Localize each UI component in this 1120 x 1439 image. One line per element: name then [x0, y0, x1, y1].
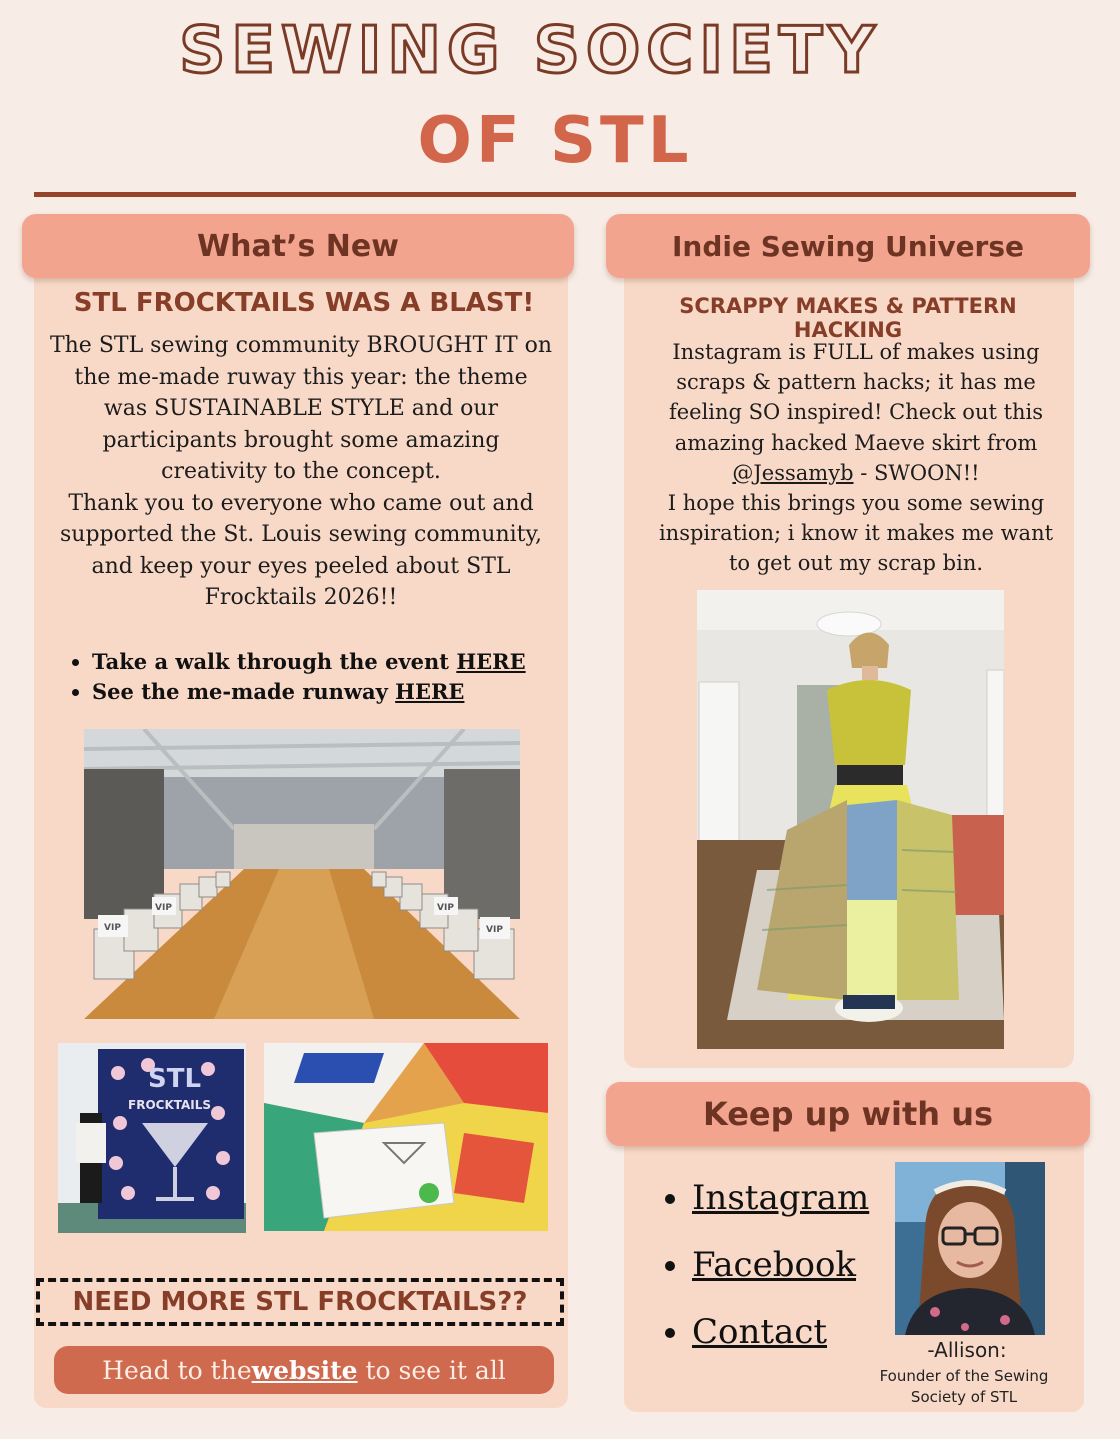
vip-sign: VIP — [104, 923, 121, 933]
social-links-list — [660, 1165, 869, 1366]
frocktails-backdrop-photo — [58, 1043, 246, 1233]
body-line: The STL sewing community BROUGHT IT on — [49, 333, 553, 358]
masthead-title-line1: SEWING SOCIETY — [179, 14, 881, 88]
body-line: was SUSTAINABLE STYLE and our — [103, 396, 499, 421]
bullet-text: Take a walk through the event — [92, 649, 457, 674]
indie-sewing-banner-label: Indie Sewing Universe — [671, 229, 1025, 263]
founder-portrait — [895, 1162, 1045, 1335]
body-line: participants brought some amazing — [102, 427, 500, 453]
cta-text-before: Head to the — [102, 1355, 252, 1385]
keep-up-banner — [606, 1082, 1090, 1146]
body-line: the me-made ruway this year: the theme — [74, 364, 528, 390]
body-line: to get out my scrap bin. — [728, 551, 984, 576]
body-line: Thank you to everyone who came out and — [68, 490, 534, 516]
event-walkthrough-link[interactable]: HERE — [456, 649, 526, 674]
vip-sign: VIP — [486, 925, 503, 935]
contact-link[interactable]: Contact — [692, 1312, 828, 1352]
frocktails-heading: STL FROCKTAILS WAS A BLAST! — [73, 288, 535, 318]
website-link[interactable]: website — [251, 1355, 358, 1385]
event-hall-photo — [84, 729, 520, 1019]
body-line: supported the St. Louis sewing community, — [59, 522, 542, 547]
list-item — [692, 1165, 869, 1232]
keep-up-banner-label: Keep up with us — [702, 1095, 994, 1133]
vip-sign: VIP — [437, 903, 454, 913]
instagram-handle-link[interactable]: @Jessamyb — [732, 460, 854, 485]
scrappy-makes-heading: SCRAPPY MAKES & PATTERN HACKING — [679, 294, 1017, 342]
handle-suffix: - SWOON!! — [853, 460, 980, 485]
instagram-link[interactable]: Instagram — [692, 1178, 870, 1218]
body-line: inspiration; i know it makes me want — [658, 521, 1054, 546]
need-more-frocktails-box: NEED MORE STL FROCKTAILS?? — [36, 1278, 564, 1326]
body-line: feeling SO inspired! Check out this — [668, 400, 1044, 425]
list-item — [92, 677, 526, 707]
scrappy-makes-body — [636, 337, 1076, 579]
vip-sign: VIP — [155, 903, 172, 913]
maeve-skirt-photo — [697, 590, 1004, 1049]
body-line: Instagram is FULL of makes using — [672, 340, 1040, 364]
body-line: scraps & pattern hacks; it has me — [676, 370, 1036, 395]
body-line: and keep your eyes peeled about STL — [91, 553, 511, 579]
facebook-link[interactable]: Facebook — [692, 1245, 857, 1285]
quilt-photo — [264, 1043, 548, 1231]
indie-sewing-banner — [606, 214, 1090, 278]
body-line: I hope this brings you some sewing — [667, 491, 1045, 516]
header-divider — [34, 192, 1076, 197]
founder-caption — [862, 1366, 1066, 1408]
caption-line: Society of STL — [910, 1388, 1018, 1406]
bullet-text: See the me-made runway — [92, 679, 396, 704]
event-links-list — [66, 647, 526, 707]
body-line: creativity to the concept. — [161, 459, 441, 484]
masthead-title-line2: OF STL — [417, 104, 693, 178]
founder-signature: -Allison: — [927, 1338, 1007, 1362]
backdrop-sign-text: STL — [148, 1064, 202, 1094]
website-cta-button[interactable] — [54, 1346, 554, 1394]
body-line: amazing hacked Maeve skirt from — [674, 430, 1038, 455]
list-item — [692, 1232, 869, 1299]
body-line — [636, 458, 1076, 488]
whats-new-banner-label: What’s New — [197, 228, 399, 264]
caption-line: Founder of the Sewing — [879, 1367, 1049, 1385]
whats-new-banner — [22, 214, 574, 278]
runway-link[interactable]: HERE — [395, 679, 465, 704]
list-item — [692, 1299, 869, 1366]
list-item — [92, 647, 526, 677]
backdrop-sign-subtext: FROCKTAILS — [128, 1098, 212, 1112]
body-line: Frocktails 2026!! — [204, 585, 398, 610]
frocktails-body — [46, 330, 556, 614]
cta-text-after: to see it all — [357, 1355, 506, 1385]
